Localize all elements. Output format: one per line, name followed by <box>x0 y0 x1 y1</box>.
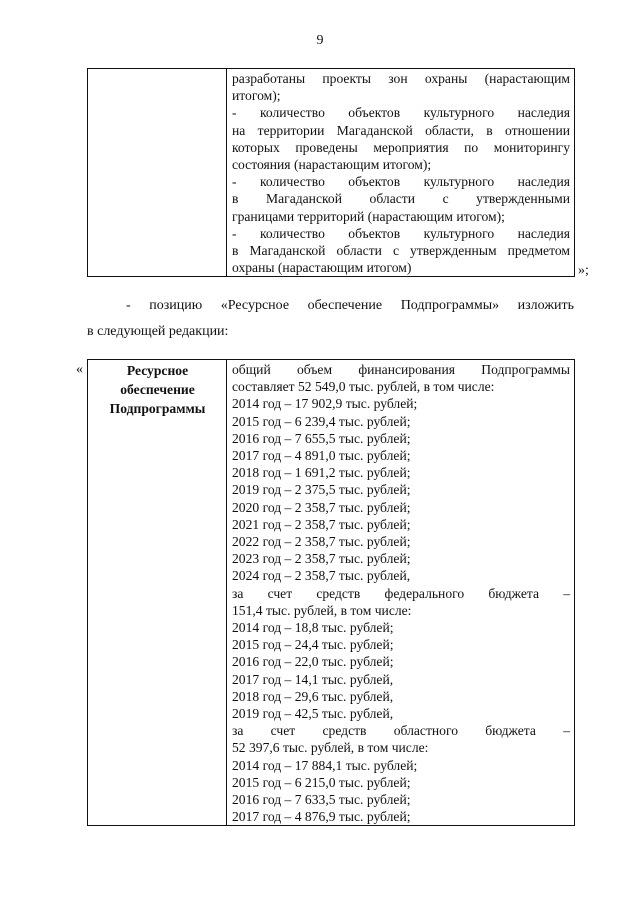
text-line: итогом); <box>232 88 281 104</box>
table-cell-empty <box>88 69 227 277</box>
resource-provision-header-cell <box>88 360 227 826</box>
financing-lines <box>232 361 570 825</box>
text-line: за счет средств федерального бюджета – <box>232 585 570 601</box>
text-line: 2016 год – 7 633,5 тыс. рублей; <box>232 792 411 808</box>
text-line: 151,4 тыс. рублей, в том числе: <box>232 602 412 618</box>
text-line: 2016 год – 7 655,5 тыс. рублей; <box>232 430 411 446</box>
text-line: в Магаданской области с утвержденными <box>232 191 570 207</box>
text-line: охраны (нарастающим итогом) <box>232 260 412 276</box>
text-line: разработаны проекты зон охраны (нарастающим <box>232 71 570 86</box>
text-line: 2015 год – 6 215,0 тыс. рублей; <box>232 774 411 790</box>
resource-provision-table <box>87 359 575 826</box>
text-line: 2024 год – 2 358,7 тыс. рублей, <box>232 568 411 584</box>
indicators-text-cell <box>227 69 575 277</box>
text-line: 2021 год – 2 358,7 тыс. рублей; <box>232 516 411 532</box>
text-line: 2020 год – 2 358,7 тыс. рублей; <box>232 499 411 515</box>
text-line: - количество объектов культурного наследия <box>232 225 570 241</box>
text-line: 2016 год – 22,0 тыс. рублей; <box>232 654 394 670</box>
text-line: 2015 год – 24,4 тыс. рублей; <box>232 637 394 653</box>
header-line: обеспечение <box>120 382 195 397</box>
text-line: в Магаданской области с утвержденным предметом <box>232 243 570 259</box>
text-line: 2018 год – 29,6 тыс. рублей, <box>232 688 394 704</box>
text-line: границами территорий (нарастающим итогом); <box>232 208 505 224</box>
text-line: 2022 год – 2 358,7 тыс. рублей; <box>232 534 411 550</box>
text-line: - количество объектов культурного наследия <box>232 174 570 190</box>
table-row <box>88 360 575 826</box>
header-line: Подпрограммы <box>109 401 206 416</box>
opening-quote-mark: « <box>76 362 83 377</box>
amendment-paragraph-line-1: - позицию «Ресурсное обеспечение Подпрограммы» изложить <box>126 298 574 313</box>
page-number: 9 <box>316 33 324 48</box>
text-line: 2017 год – 14,1 тыс. рублей, <box>232 671 394 687</box>
text-line: 2018 год – 1 691,2 тыс. рублей; <box>232 465 411 481</box>
text-line: 2015 год – 6 239,4 тыс. рублей; <box>232 413 411 429</box>
text-line: 2023 год – 2 358,7 тыс. рублей; <box>232 551 411 567</box>
text-line: 52 397,6 тыс. рублей, в том числе: <box>232 740 429 756</box>
text-line: 2017 год – 4 876,9 тыс. рублей; <box>232 809 411 825</box>
indicators-lines <box>232 70 570 276</box>
text-line: 2017 год – 4 891,0 тыс. рублей; <box>232 448 411 464</box>
amendment-paragraph-line-2: в следующей редакции: <box>87 324 229 339</box>
indicators-table-continuation <box>87 68 575 277</box>
text-line: 2014 год – 17 884,1 тыс. рублей; <box>232 757 418 773</box>
text-line: на территории Магаданской области, в отношении <box>232 122 570 138</box>
text-line: 2014 год – 18,8 тыс. рублей; <box>232 620 394 636</box>
text-line: 2019 год – 2 375,5 тыс. рублей; <box>232 482 411 498</box>
text-line: 2014 год – 17 902,9 тыс. рублей; <box>232 396 418 412</box>
text-line: состояния (нарастающим итогом); <box>232 157 432 173</box>
header-line: Ресурсное <box>126 363 189 378</box>
financing-text-cell <box>227 360 575 826</box>
closing-quote-mark: »; <box>578 263 589 278</box>
table-row <box>88 69 575 277</box>
text-line: составляет 52 549,0 тыс. рублей, в том числе: <box>232 379 495 395</box>
text-line: - количество объектов культурного наследия <box>232 105 570 121</box>
text-line: 2019 год – 42,5 тыс. рублей, <box>232 706 394 722</box>
text-line: которых проведены мероприятия по мониторингу <box>232 139 570 155</box>
text-line: за счет средств областного бюджета – <box>232 723 570 739</box>
text-line: общий объем финансирования Подпрограммы <box>232 362 570 377</box>
